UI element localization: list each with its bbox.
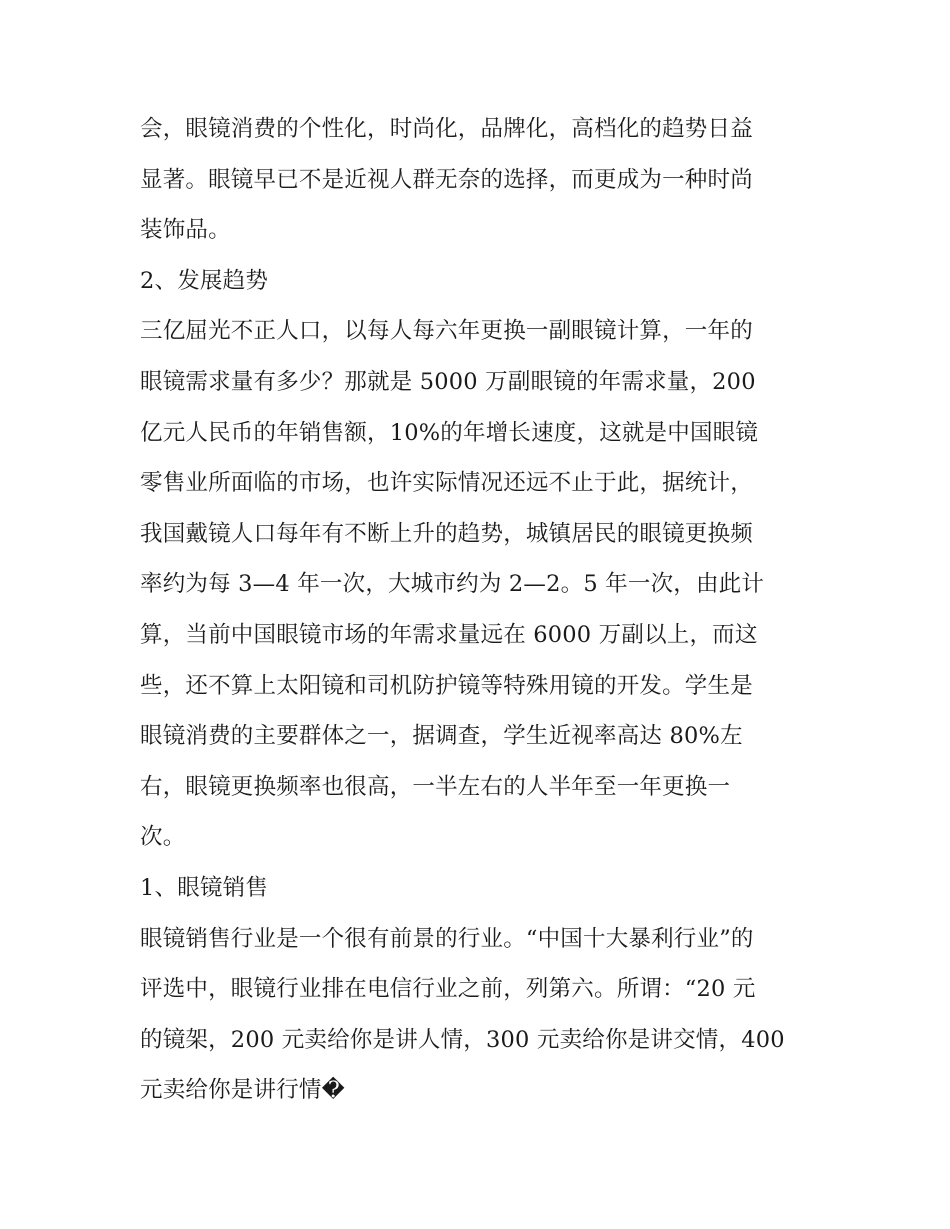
text-line: 零售业所面临的市场，也许实际情况还远不止于此，据统计， (140, 470, 753, 497)
text-line: 元卖给你是讲行情� (140, 1077, 345, 1104)
text-line: 些，还不算上太阳镜和司机防护镜等特殊用镜的开发。学生是 (140, 672, 753, 699)
text-line: 算，当前中国眼镜市场的年需求量远在 6000 万副以上，而这 (140, 621, 758, 648)
section-heading: 1、眼镜销售 (140, 874, 269, 901)
text-line: 我国戴镜人口每年有不断上升的趋势，城镇居民的眼镜更换频 (140, 520, 753, 547)
document-body (140, 104, 812, 1116)
text-line: 亿元人民币的年销售额，10%的年增长速度，这就是中国眼镜 (140, 419, 759, 446)
text-line: 的镜架，200 元卖给你是讲人情，300 元卖给你是讲交情，400 (140, 1026, 785, 1053)
text-line: 率约为每 3—4 年一次，大城市约为 2—2。5 年一次，由此计 (140, 571, 765, 598)
section-heading: 2、发展趋势 (140, 267, 269, 294)
text-line: 装饰品。 (140, 217, 231, 244)
text-line: 显著。眼镜早已不是近视人群无奈的选择，而更成为一种时尚 (140, 166, 753, 193)
text-line: 眼镜需求量有多少？那就是 5000 万副眼镜的年需求量，200 (140, 368, 756, 395)
text-line: 三亿屈光不正人口，以每人每六年更换一副眼镜计算，一年的 (140, 318, 753, 345)
text-line: 会，眼镜消费的个性化，时尚化，品牌化，高档化的趋势日益 (140, 116, 753, 142)
text-line: 评选中，眼镜行业排在电信行业之前，列第六。所谓：“20 元 (140, 976, 756, 1003)
text-line: 眼镜消费的主要群体之一，据调查，学生近视率高达 80%左 (140, 723, 743, 750)
text-line: 次。 (140, 824, 186, 851)
text-line: 右，眼镜更换频率也很高，一半左右的人半年至一年更换一 (140, 773, 731, 800)
text-line: 眼镜销售行业是一个很有前景的行业。“中国十大暴利行业”的 (140, 925, 754, 952)
